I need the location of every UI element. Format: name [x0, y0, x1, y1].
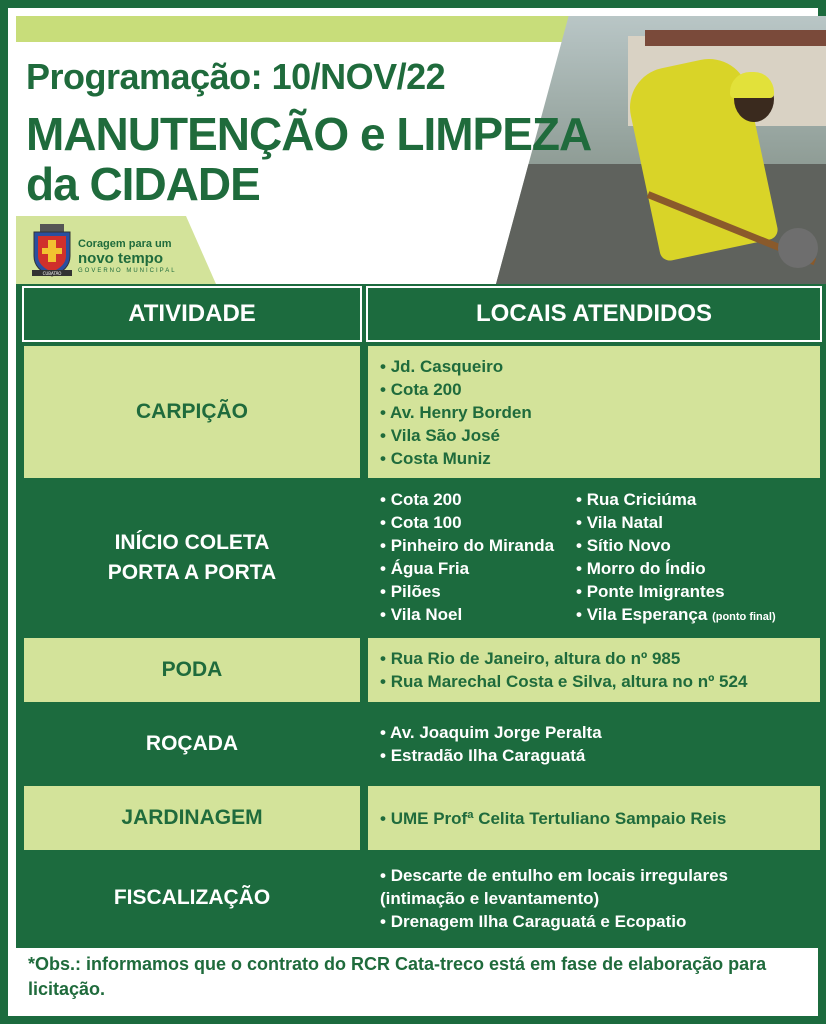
activities-table	[16, 284, 826, 948]
list-item: • Drenagem Ilha Caraguatá e Ecopatio	[380, 911, 687, 931]
activity-jardinagem: JARDINAGEM	[24, 786, 360, 850]
list-item: • Descarte de entulho em locais irregulares	[380, 865, 728, 885]
list-item	[576, 603, 776, 629]
locations-fiscalizacao	[368, 856, 820, 940]
list-item: • Rua Marechal Costa e Silva, altura no nº 524	[380, 670, 747, 693]
col-header-activity: ATIVIDADE	[22, 286, 362, 342]
activity-fiscalizacao: FISCALIZAÇÃO	[24, 856, 360, 940]
list-item: • Av. Henry Borden	[380, 401, 532, 424]
list-item: • Vila Noel	[380, 603, 576, 626]
activity-poda: PODA	[24, 638, 360, 702]
col-header-locations: LOCAIS ATENDIDOS	[366, 286, 822, 342]
slogan: novo tempo	[78, 250, 163, 267]
locations-carpicao	[368, 346, 820, 478]
list-item: • Sítio Novo	[576, 534, 776, 557]
city-crest-icon	[30, 222, 74, 278]
list-item: • Rua Rio de Janeiro, altura do nº 985	[380, 647, 747, 670]
list-item-text: Descarte de entulho em locais irregulares	[390, 865, 728, 885]
list-item: • Ponte Imigrantes	[576, 580, 776, 603]
header	[16, 16, 826, 284]
locations-poda	[368, 638, 820, 702]
crest-label: CUBATÃO	[42, 271, 62, 276]
slogan-small: Coragem para um	[78, 238, 172, 250]
list-item: • UME Profª Celita Tertuliano Sampaio Reis	[380, 807, 726, 830]
activity-rocada: ROÇADA	[24, 708, 360, 780]
list-item: • Jd. Casqueiro	[380, 355, 532, 378]
list-item: • Vila São José	[380, 424, 532, 447]
hoe-blade	[778, 228, 818, 268]
list-item: • Av. Joaquim Jorge Peralta	[380, 721, 602, 744]
list-item: • Cota 100	[380, 511, 576, 534]
list-item-text: Drenagem Ilha Caraguatá e Ecopatio	[390, 911, 687, 931]
list-item: • Pinheiro do Miranda	[380, 534, 576, 557]
list-item: • Pilões	[380, 580, 576, 603]
photo-roof	[645, 30, 826, 46]
schedule-date: Programação: 10/NOV/22	[26, 56, 446, 97]
final-stop-note: (ponto final)	[712, 610, 776, 623]
locations-jardinagem	[368, 786, 820, 850]
locations-rocada	[368, 708, 820, 780]
list-item-continuation: (intimação e levantamento)	[380, 888, 600, 908]
page-subtitle: da CIDADE	[26, 158, 260, 210]
list-item: • Costa Muniz	[380, 447, 532, 470]
activity-coleta-line1: INÍCIO COLETA	[114, 531, 270, 554]
page-title: MANUTENÇÃO e LIMPEZA	[26, 108, 592, 160]
list-item-text: Vila Esperança	[586, 604, 708, 624]
activity-coleta	[24, 482, 360, 634]
list-item: • Estradão Ilha Caraguatá	[380, 744, 602, 767]
activity-coleta-line2: PORTA A PORTA	[107, 561, 277, 584]
observation-note: *Obs.: informamos que o contrato do RCR Cata-treco está em fase de elaboração para licitação.	[28, 954, 767, 999]
list-item: • Rua Criciúma	[576, 488, 776, 511]
slogan-government: GOVERNO MUNICIPAL	[78, 268, 177, 274]
list-item: • Água Fria	[380, 557, 576, 580]
locations-coleta	[368, 482, 820, 634]
list-item: • Vila Natal	[576, 511, 776, 534]
activity-carpicao: CARPIÇÃO	[24, 346, 360, 478]
list-item: • Cota 200	[380, 488, 576, 511]
list-item: • Morro do Índio	[576, 557, 776, 580]
list-item: • Cota 200	[380, 378, 532, 401]
